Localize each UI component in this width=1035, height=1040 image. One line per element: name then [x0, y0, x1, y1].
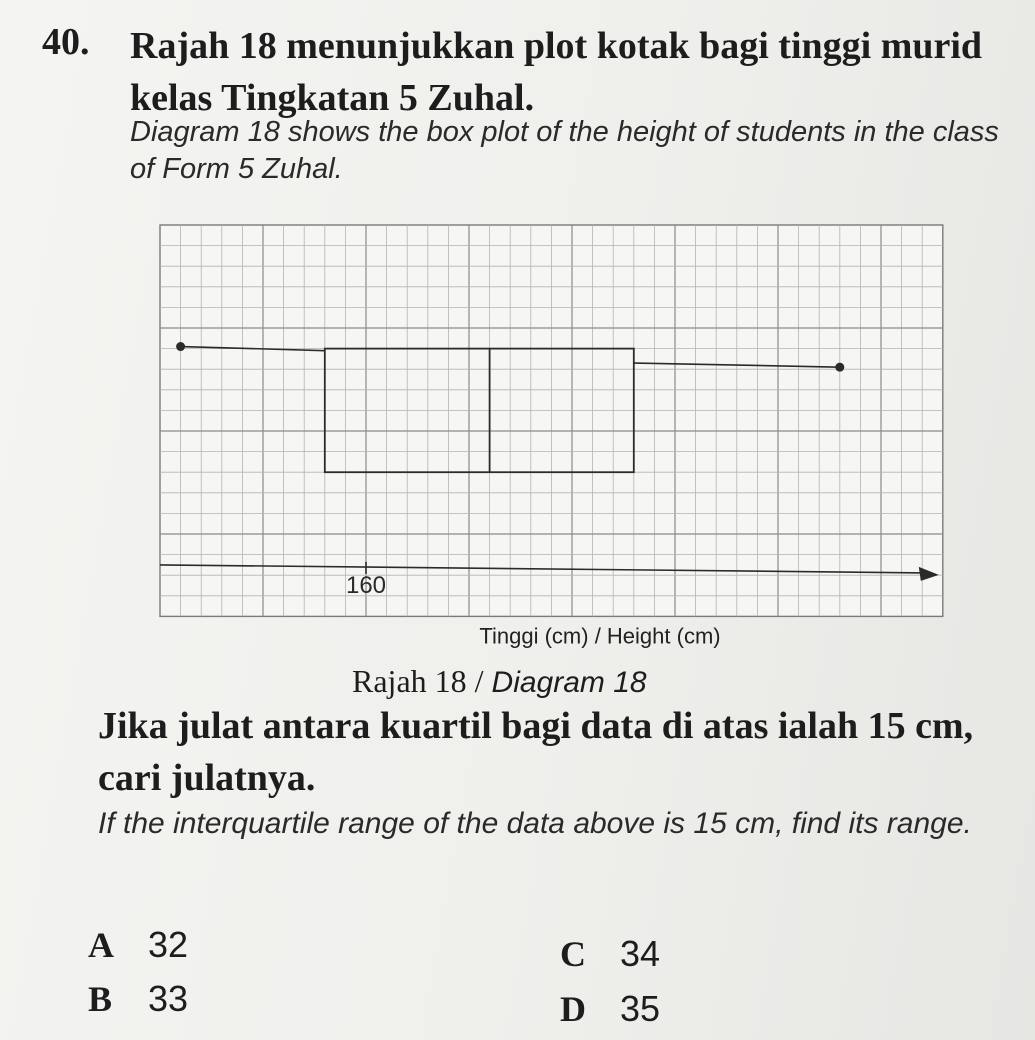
caption-english: Diagram 18: [491, 666, 647, 699]
max-point: [835, 363, 844, 372]
box-plot-figure: [140, 215, 950, 655]
option-value: 35: [620, 988, 661, 1029]
option-value: 32: [148, 924, 189, 965]
question-stem-malay: Rajah 18 menunjukkan plot kotak bagi tinggi murid kelas Tingkatan 5 Zuhal.: [130, 25, 983, 119]
question-prompt-malay: Jika julat antara kuartil bagi data di atas ialah 15 cm, cari julatnya.: [98, 705, 974, 799]
option-letter: D: [560, 989, 586, 1029]
question-stem-english: Diagram 18 shows the box plot of the height of students in the class of Form 5 Zuhal.: [130, 116, 999, 185]
option-value: 33: [148, 978, 189, 1019]
option-a[interactable]: [88, 924, 188, 966]
option-letter: B: [88, 979, 113, 1019]
grid: [160, 225, 943, 616]
option-letter: A: [88, 925, 114, 965]
question-number: 40.: [42, 21, 90, 63]
option-letter: C: [560, 934, 586, 974]
min-point: [176, 342, 185, 351]
caption-malay: Rajah 18 /: [352, 663, 492, 699]
diagram-caption: [352, 663, 647, 700]
tick-label: 160: [345, 571, 387, 599]
option-value: 34: [620, 933, 661, 974]
option-d[interactable]: [560, 988, 660, 1030]
axis-label: Tinggi (cm) / Height (cm): [479, 623, 721, 649]
option-b[interactable]: [88, 978, 188, 1020]
option-c[interactable]: [560, 933, 660, 975]
question-prompt-english: If the interquartile range of the data above is 15 cm, find its range.: [98, 807, 972, 840]
